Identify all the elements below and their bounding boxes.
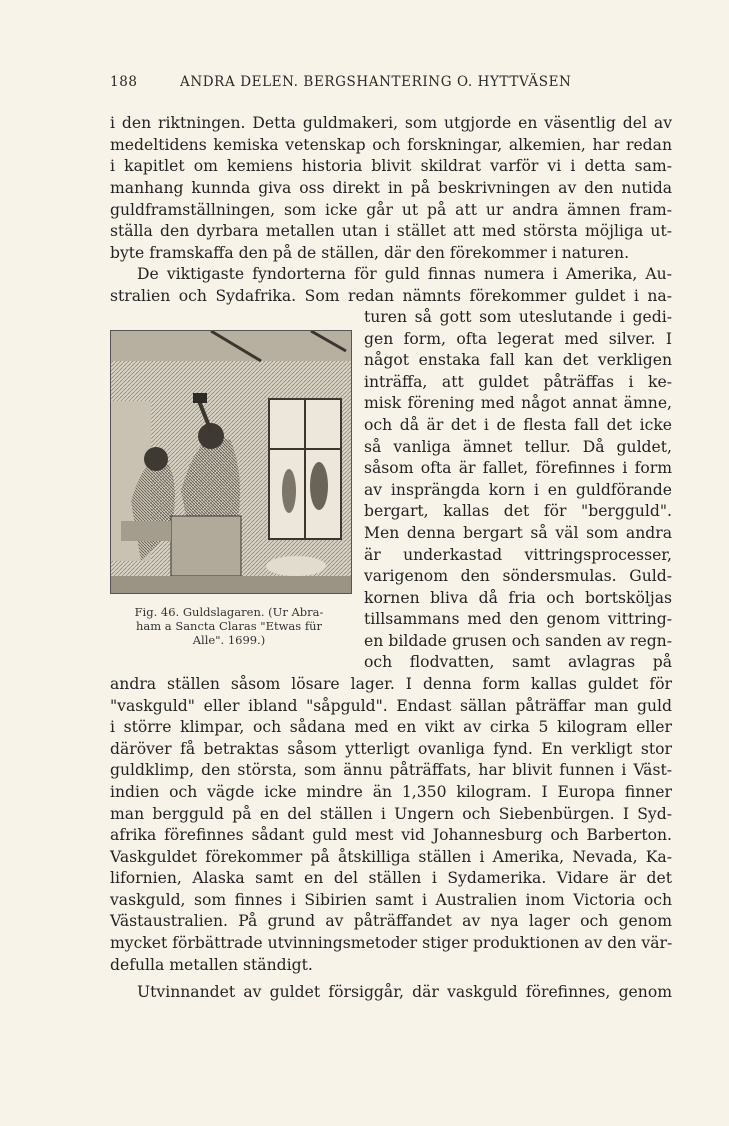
text-line: turen så gott som uteslutande i gedi-: [364, 308, 672, 326]
text-line: i den riktningen. Detta guldmakeri, som utgjorde en väsentlig del av: [110, 114, 672, 132]
text-line: kornen bliva då fria och bortsköljas: [364, 589, 672, 607]
text-line: defulla metallen ständigt.: [110, 956, 313, 974]
figure-caption: [105, 605, 353, 647]
text-line: Vaskguldet förekommer på åtskilliga ställen i Amerika, Nevada, Ka-: [110, 848, 672, 866]
text-line: såsom ofta är fallet, förefinnes i form: [364, 459, 672, 477]
running-header: [110, 74, 672, 90]
running-title: ANDRA DELEN. BERGSHANTERING O. HYTTVÄSEN: [180, 74, 572, 90]
text-line: av insprängda korn i en guldförande: [364, 481, 672, 499]
text-line: en bildade grusen och sanden av regn-: [364, 632, 672, 650]
text-line: afrika förefinnes sådant guld mest vid Johannesburg och Barberton.: [110, 826, 672, 844]
caption-line: Alle". 1699.): [192, 633, 266, 647]
text-line: något enstaka fall kan det verkligen: [364, 351, 672, 369]
text-line: vaskguld, som finnes i Sibirien samt i Australien inom Victoria och: [110, 891, 672, 909]
text-line: är underkastad vittringsprocesser,: [364, 546, 672, 564]
text-line: ställa den dyrbara metallen utan i stället att med största möjliga ut-: [110, 222, 672, 240]
text-line: lifornien, Alaska samt en del ställen i Sydamerika. Vidare är det: [110, 869, 672, 887]
text-line: andra ställen såsom lösare lager. I denna form kallas guldet för: [110, 675, 672, 693]
text-line: så vanliga ämnet tellur. Då guldet,: [364, 438, 672, 456]
text-line: Västaustralien. På grund av påträffandet av nya lager och genom: [110, 912, 672, 930]
text-line: guldframställningen, som icke går ut på att ur andra ämnen fram-: [110, 201, 672, 219]
page-number: 188: [110, 74, 138, 90]
figure-illustration: [110, 330, 352, 594]
text-line: mycket förbättrade utvinningsmetoder stiger produktionen av den vär-: [110, 934, 673, 952]
text-line: och flodvatten, samt avlagras på: [364, 653, 672, 671]
text-line: man bergguld på en del ställen i Ungern och Siebenbürgen. I Syd-: [110, 805, 672, 823]
caption-line: ham a Sancta Claras "Etwas für: [135, 619, 323, 633]
text-line: misk förening med något annat ämne,: [364, 394, 672, 412]
text-line: och då är det i de flesta fall det icke: [364, 416, 672, 434]
text-line: gen form, ofta legerat med silver. I: [364, 330, 672, 348]
goldsmith-engraving: [111, 331, 351, 593]
text-line: Utvinnandet av guldet försiggår, där vaskguld förefinnes, genom: [137, 983, 672, 1001]
text-line: inträffa, att guldet påträffas i ke-: [364, 373, 672, 391]
text-line: "vaskguld" eller ibland "såpguld". Endast sällan påträffar man guld: [110, 697, 672, 715]
text-line: De viktigaste fyndorterna för guld finnas numera i Amerika, Au-: [137, 265, 672, 283]
text-line: indien och vägde icke mindre än 1,350 kilogram. I Europa finner: [110, 783, 672, 801]
text-line: däröver få betraktas såsom ytterligt ovanliga fynd. En verkligt stor: [110, 740, 672, 758]
text-line: stralien och Sydafrika. Som redan nämnts förekommer guldet i na-: [110, 287, 672, 305]
text-line: i större klimpar, och sådana med en vikt av cirka 5 kilogram eller: [110, 718, 672, 736]
text-line: i kapitlet om kemiens historia blivit skildrat varför vi i detta sam-: [110, 157, 672, 175]
text-line: bergart, kallas det för "bergguld".: [364, 502, 672, 520]
text-line: medeltidens kemiska vetenskap och forskningar, alkemien, har redan: [110, 136, 672, 154]
text-line: tillsammans med den genom vittring-: [364, 610, 672, 628]
text-line: byte framskaffa den på de ställen, där den förekommer i naturen.: [110, 244, 630, 262]
text-line: Men denna bergart så väl som andra: [364, 524, 672, 542]
text-line: varigenom den söndersmulas. Guld-: [364, 567, 672, 585]
caption-line: Fig. 46. Guldslagaren. (Ur Abra-: [134, 605, 324, 619]
text-line: guldklimp, den största, som ännu påträffats, har blivit funnen i Väst-: [110, 761, 672, 779]
text-line: manhang kunnda giva oss direkt in på beskrivningen av den nutida: [110, 179, 672, 197]
